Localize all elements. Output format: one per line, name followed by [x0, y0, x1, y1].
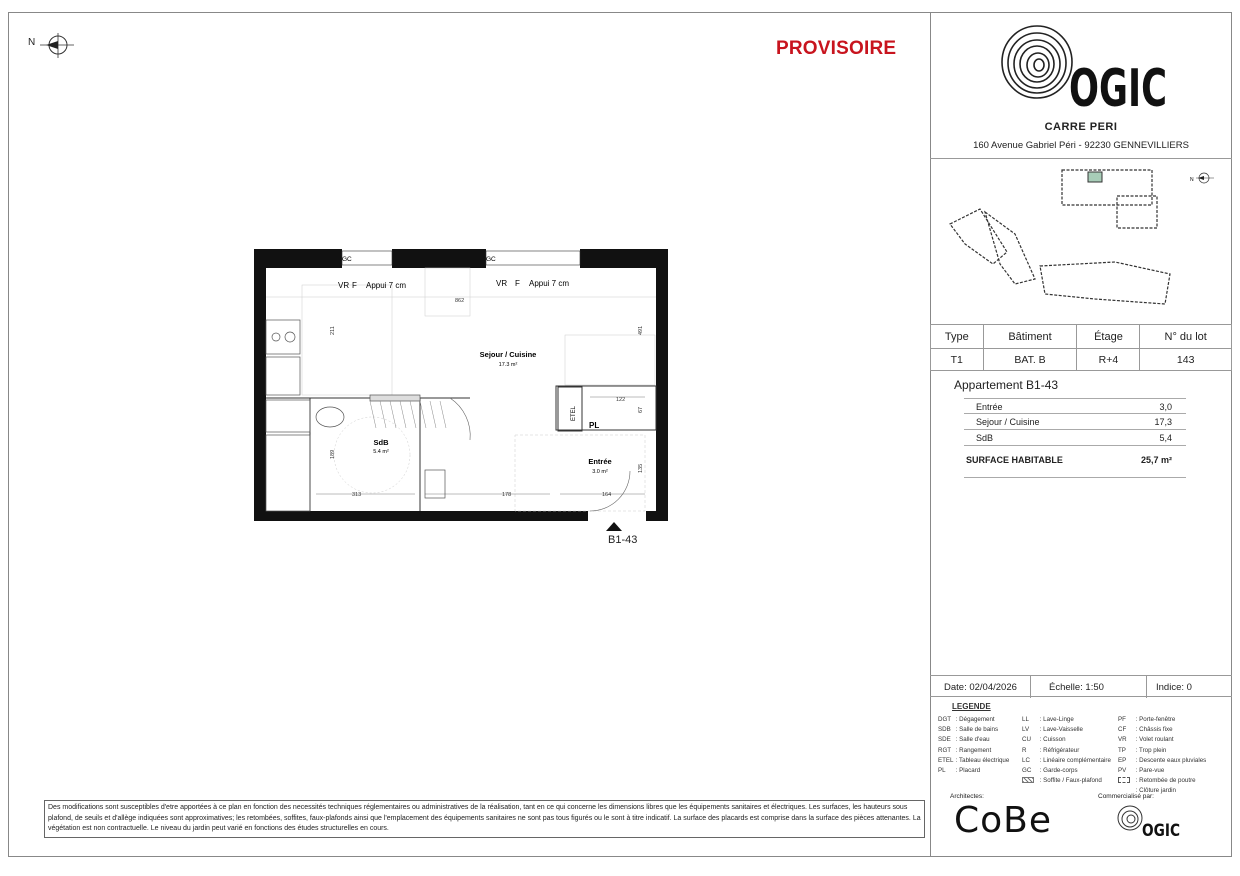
legend-key: LV — [1022, 726, 1030, 734]
dim-211: 211 — [330, 326, 336, 335]
surface-room-area: 5,4 — [1159, 433, 1172, 443]
surface-total-row — [964, 452, 1186, 478]
legend-column — [1118, 716, 1206, 798]
ogic-small-logo — [1116, 804, 1186, 840]
label-gc-2: GC — [486, 256, 496, 263]
dim-862: 862 — [455, 298, 465, 304]
legend-desc: : Pare-vue — [1135, 766, 1165, 774]
legend-desc: : Porte-fenêtre — [1135, 716, 1176, 723]
legend-desc: : Salle d'eau — [955, 736, 990, 744]
surface-room-area: 3,0 — [1159, 402, 1172, 412]
ogic-small-wordmark: OGIC — [1142, 821, 1180, 841]
legend-desc: : Cuisson — [1039, 736, 1066, 744]
lot-label: B1-43 — [608, 534, 638, 546]
room-area-sdb: 5.4 m² — [373, 449, 389, 455]
surface-row — [964, 414, 1186, 430]
legend-key: CF — [1118, 726, 1127, 734]
room-label-sdb: SdB — [373, 438, 389, 447]
legend-desc: : Trop plein — [1135, 746, 1167, 754]
dim-164: 164 — [602, 492, 612, 498]
value-lot: 143 — [1140, 349, 1232, 371]
legend-desc: : Descente eaux pluviales — [1135, 756, 1207, 764]
header-lot: N° du lot — [1140, 325, 1232, 349]
legend-key: RGT — [938, 746, 952, 754]
legend-desc: : Châssis fixe — [1135, 726, 1173, 734]
label-f-2: F — [515, 279, 520, 288]
room-label-sejour: Sejour / Cuisine — [479, 350, 537, 359]
compass-rose-icon — [36, 32, 76, 60]
legend-key: LL — [1022, 716, 1029, 723]
legend-title: LEGENDE — [952, 702, 991, 711]
dim-67: 67 — [638, 406, 644, 413]
surface-total-label: SURFACE HABITABLE — [966, 455, 1063, 465]
legend-key: LC — [1022, 756, 1030, 764]
label-vr-2: VR — [496, 279, 508, 288]
legend-desc: : Salle de bains — [955, 726, 999, 734]
legend-key: PV — [1118, 766, 1127, 774]
sheet-meta-row — [930, 675, 1232, 697]
legend-desc: : Tableau électrique — [955, 756, 1010, 764]
legend-desc: : Lave-Vaisselle — [1039, 726, 1083, 734]
room-area-sejour: 17.3 m² — [498, 362, 518, 368]
scale-label: Échelle: 1:50 — [1049, 682, 1104, 693]
legend-key: SDB — [938, 726, 951, 734]
legend-desc: : Dégagement — [955, 716, 995, 723]
cobe-logo: CoBe — [954, 800, 1053, 841]
legend-key: PF — [1118, 716, 1126, 723]
compass-north-label: N — [28, 37, 36, 48]
dim-122: 122 — [616, 397, 626, 403]
architects-label: Architectes: — [950, 793, 984, 800]
legend-column — [938, 716, 1009, 777]
lot-info-table — [930, 324, 1232, 371]
legend-desc: : Retombée de poutre — [1135, 777, 1196, 785]
legend-key: SDE — [938, 736, 951, 744]
legend-desc: : Garde-corps — [1039, 766, 1078, 774]
marketed-by-label: Commercialisé par: — [1098, 793, 1154, 800]
apartment-title: Appartement B1-43 — [954, 378, 1059, 392]
legend-desc: : Réfrigérateur — [1039, 746, 1080, 754]
dashed-swatch-icon — [1118, 777, 1130, 783]
label-etel: ETEL — [571, 405, 577, 421]
label-vr-1: VR — [338, 281, 350, 290]
dim-135: 135 — [638, 463, 644, 473]
date-label: Date: 02/04/2026 — [944, 682, 1017, 693]
label-appui-2: Appui 7 cm — [529, 279, 570, 288]
svg-text:N: N — [1190, 177, 1194, 183]
floor-plan — [250, 245, 670, 530]
dim-491: 491 — [638, 325, 644, 335]
lot-entry-arrow-icon — [606, 522, 622, 531]
value-floor: R+4 — [1077, 349, 1140, 371]
legend-desc: : Lave-Linge — [1039, 716, 1074, 723]
legend-key: ETEL — [938, 756, 954, 764]
hatch-swatch-icon — [1022, 777, 1034, 783]
surface-row — [964, 398, 1186, 414]
project-name: CARRE PERI — [1044, 121, 1118, 133]
legend-key: DGT — [938, 716, 952, 723]
surface-row — [964, 430, 1186, 446]
disclaimer: Des modifications sont susceptibles d'etre apportées à ce plan en fonction des necessités techniques réglementaires ou administratives de la réalisation, tant en ce qui concerne les dimensions libres que les équipements sanitaires et électriques. Les surfaces, les hauteurs sous plafond, de seuils et d'allège indiquées sont approximatives; les retombées, soffites, faux-plafonds ainsi que l'emplacement des équipements sanitaires ne sont pas tous figurés ou le sont à titre indicatif. La surface des placards est comprise dans la surface des pièces attenantes. La végétation est non contractuelle. Le niveau du jardin peut varié en fonctions des études structurelles en cours. — [44, 800, 925, 838]
legend-desc: : Volet roulant — [1135, 736, 1174, 744]
header-floor: Étage — [1077, 325, 1140, 349]
surface-room-name: SdB — [976, 433, 994, 443]
label-f-1: F — [352, 281, 357, 290]
dim-313: 313 — [352, 492, 362, 498]
header-building: Bâtiment — [983, 325, 1077, 349]
room-area-entree: 3.0 m² — [592, 469, 608, 475]
room-label-entree: Entrée — [588, 457, 612, 466]
surface-room-name: Entrée — [976, 402, 1003, 412]
value-type: T1 — [931, 349, 984, 371]
index-label: Indice: 0 — [1156, 682, 1192, 693]
label-appui-1: Appui 7 cm — [366, 281, 407, 290]
surface-room-area: 17,3 — [1154, 417, 1172, 427]
legend-key: PL — [938, 766, 946, 774]
legend-desc: : Linéaire complémentaire — [1039, 756, 1111, 764]
legend-key: R — [1022, 746, 1027, 754]
legend-key: GC — [1022, 766, 1032, 774]
legend-desc: : Clôture jardin — [1135, 787, 1176, 795]
legend-desc: : Soffite / Faux-plafond — [1039, 777, 1102, 785]
label-gc-1: GC — [342, 256, 352, 263]
compass — [26, 32, 76, 60]
dim-178: 178 — [502, 492, 512, 498]
legend-key: CU — [1022, 736, 1031, 744]
legend-desc: : Placard — [955, 766, 981, 774]
header-type: Type — [931, 325, 984, 349]
legend-column — [1022, 716, 1111, 787]
ogic-logo — [997, 22, 1172, 119]
legend — [938, 700, 1230, 795]
value-building: BAT. B — [983, 349, 1077, 371]
surface-room-name: Sejour / Cuisine — [976, 417, 1040, 427]
legend-key: EP — [1118, 756, 1127, 764]
svg-text:OGIC: OGIC — [1069, 59, 1167, 119]
surface-total-value: 25,7 m² — [1140, 455, 1172, 465]
legend-key: VR — [1118, 736, 1127, 744]
site-key-plan — [945, 164, 1225, 316]
project-address: 160 Avenue Gabriel Péri - 92230 GENNEVILLIERS — [973, 140, 1189, 151]
legend-key: TP — [1118, 746, 1126, 754]
provisional-stamp: PROVISOIRE — [776, 38, 897, 59]
label-pl: PL — [589, 421, 600, 430]
legend-desc: : Rangement — [955, 746, 992, 754]
dim-189: 189 — [330, 449, 336, 459]
